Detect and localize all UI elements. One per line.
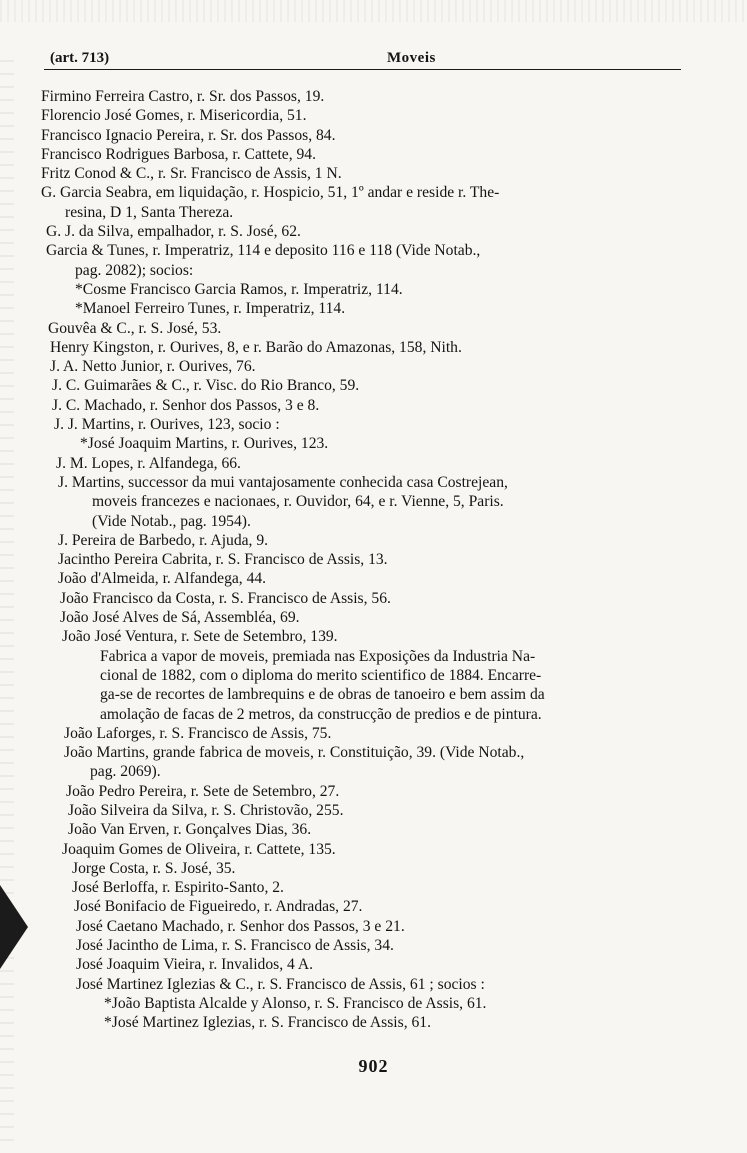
entry-line: *José Martinez Iglezias, r. S. Francisco de Assis, 61. — [104, 1014, 431, 1032]
entry-line: João Martins, grande fabrica de moveis, r. Constituição, 39. (Vide Notab., — [64, 744, 525, 762]
entry-line: João Francisco da Costa, r. S. Francisco de Assis, 56. — [60, 589, 391, 607]
entry-line: Gouvêa & C., r. S. José, 53. — [48, 319, 222, 337]
entry-line: G. Garcia Seabra, em liquidação, r. Hospicio, 51, 1º andar e reside r. The- — [41, 184, 500, 202]
entry-line: José Berloffa, r. Espirito-Santo, 2. — [72, 879, 284, 897]
entry-line: Garcia & Tunes, r. Imperatriz, 114 e deposito 116 e 118 (Vide Notab., — [46, 242, 481, 260]
entry-line: José Bonifacio de Figueiredo, r. Andradas, 27. — [74, 898, 363, 916]
entry-line: Jacintho Pereira Cabrita, r. S. Francisco de Assis, 13. — [58, 551, 388, 569]
entry-line: *Cosme Francisco Garcia Ramos, r. Imperatriz, 114. — [75, 280, 403, 298]
entry-line: João Pedro Pereira, r. Sete de Setembro, 27. — [66, 782, 340, 800]
entry-line: amolação de facas de 2 metros, da construcção de predios e de pintura. — [100, 705, 542, 723]
header-rule — [44, 69, 681, 70]
entry-line: José Martinez Iglezias & C., r. S. Francisco de Assis, 61 ; socios : — [76, 975, 485, 993]
entry-line: moveis francezes e nacionaes, r. Ouvidor, 64, e r. Vienne, 5, Paris. — [92, 493, 504, 511]
entry-line: Fritz Conod & C., r. Sr. Francisco de Assis, 1 N. — [41, 165, 342, 183]
entry-line: Firmino Ferreira Castro, r. Sr. dos Passos, 19. — [41, 88, 325, 105]
entry-line: J. C. Machado, r. Senhor dos Passos, 3 e 8. — [52, 396, 320, 414]
entry-line: J. C. Guimarães & C., r. Visc. do Rio Branco, 59. — [52, 377, 360, 395]
entry-line: pag. 2069). — [90, 763, 161, 781]
entry-line: J. J. Martins, r. Ourives, 123, socio : — [54, 416, 280, 434]
entry-line: José Caetano Machado, r. Senhor dos Passos, 3 e 21. — [76, 917, 405, 935]
directory-entries — [0, 87, 747, 1033]
entry-line: *Manoel Ferreiro Tunes, r. Imperatriz, 114. — [75, 300, 346, 318]
entry-line: Henry Kingston, r. Ourives, 8, e r. Barão do Amazonas, 158, Nith. — [50, 338, 462, 356]
entry-line: Fabrica a vapor de moveis, premiada nas Exposições da Industria Na- — [100, 647, 536, 665]
entry-line: João José Ventura, r. Sete de Setembro, 139. — [62, 628, 338, 646]
entry-line: ga-se de recortes de lambrequins e de obras de tanoeiro e bem assim da — [100, 686, 545, 704]
entry-line: *João Baptista Alcalde y Alonso, r. S. Francisco de Assis, 61. — [104, 994, 487, 1012]
article-reference: (art. 713) — [50, 50, 110, 66]
section-title: Moveis — [387, 50, 436, 66]
entry-line: J. A. Netto Junior, r. Ourives, 76. — [50, 358, 256, 376]
entry-line: G. J. da Silva, empalhador, r. S. José, 62. — [46, 223, 301, 241]
entry-line: resina, D 1, Santa Thereza. — [65, 203, 234, 221]
entry-line: João d'Almeida, r. Alfandega, 44. — [58, 570, 267, 588]
entry-line: João José Alves de Sá, Assembléa, 69. — [60, 609, 300, 627]
entry-line: Florencio José Gomes, r. Misericordia, 51. — [41, 107, 307, 125]
entry-line: Joaquim Gomes de Oliveira, r. Cattete, 135. — [62, 840, 336, 858]
entry-line: J. M. Lopes, r. Alfandega, 66. — [56, 454, 241, 472]
entry-line: João Van Erven, r. Gonçalves Dias, 36. — [68, 821, 312, 839]
entry-line: Francisco Rodrigues Barbosa, r. Cattete, 94. — [41, 145, 316, 163]
entry-line: Francisco Ignacio Pereira, r. Sr. dos Passos, 84. — [41, 126, 336, 144]
entry-line: João Laforges, r. S. Francisco de Assis, 75. — [64, 724, 332, 742]
entry-line: José Joaquim Vieira, r. Invalidos, 4 A. — [76, 956, 313, 974]
scan-noise-top — [0, 0, 747, 22]
page-number: 902 — [358, 1056, 389, 1076]
entry-line: Jorge Costa, r. S. José, 35. — [72, 859, 236, 877]
entry-line: (Vide Notab., pag. 1954). — [92, 512, 251, 530]
entry-line: *José Joaquim Martins, r. Ourives, 123. — [80, 435, 329, 453]
entry-line: José Jacintho de Lima, r. S. Francisco de Assis, 34. — [76, 937, 394, 955]
entry-line: cional de 1882, com o diploma do merito scientifico de 1884. Encarre- — [100, 666, 542, 684]
entry-line: J. Pereira de Barbedo, r. Ajuda, 9. — [58, 531, 269, 549]
entry-line: João Silveira da Silva, r. S. Christovão, 255. — [68, 801, 344, 819]
entry-line: pag. 2082); socios: — [75, 261, 194, 279]
entry-line: J. Martins, successor da mui vantajosamente conhecida casa Costrejean, — [58, 473, 508, 491]
